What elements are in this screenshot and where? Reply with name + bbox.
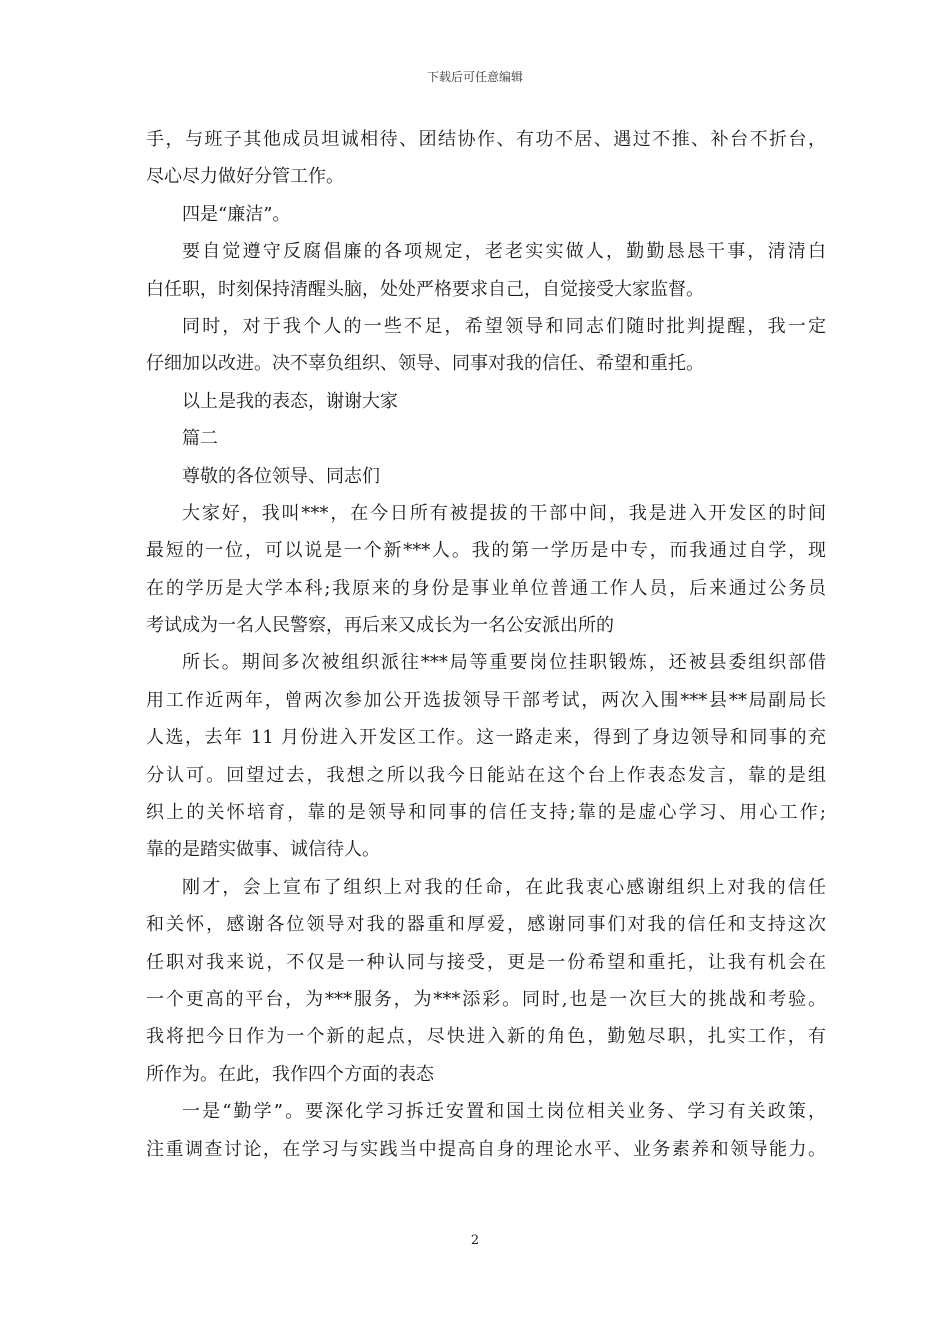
page-header: 下载后可任意编辑 [426,70,523,84]
text-line: 最短的一位，可以说是一个新***人。我的第一学历是中专，而我通过自学，现 [146,540,826,562]
text-line: 我将把今日作为一个新的起点，尽快进入新的角色，勤勉尽职，扎实工作，有 [146,1026,826,1048]
document-body [146,121,826,1168]
text-line: 人选，去年 11 月份进入开发区工作。这一路走来，得到了身边领导和同事的充 [146,727,826,749]
text-line: 注重调查讨论，在学习与实践当中提高自身的理论水平、业务素养和领导能力。 [146,1138,826,1160]
text-line: 尽心尽力做好分管工作。 [146,166,344,188]
text-line: 手，与班子其他成员坦诚相待、团结协作、有功不居、遇过不推、补台不折台， [146,129,826,150]
text-line: 四是“廉洁”。 [182,203,291,225]
text-line: 织上的关怀培育，靠的是领导和同事的信任支持;靠的是虚心学习、用心工作; [146,802,826,824]
text-line: 在的学历是大学本科;我原来的身份是事业单位普通工作人员，后来通过公务员 [146,577,826,599]
text-line: 要自觉遵守反腐倡廉的各项规定，老老实实做人，勤勤恳恳干事，清清白 [182,241,826,263]
text-line: 白任职，时刻保持清醒头脑，处处严格要求自己，自觉接受大家监督。 [146,278,704,300]
text-line: 尊敬的各位领导、同志们 [182,465,380,487]
text-line: 一是“勤学”。要深化学习拆迁安置和国土岗位相关业务、学习有关政策， [182,1101,826,1123]
text-line: 任职对我来说，不仅是一种认同与接受，更是一份希望和重托，让我有机会在 [146,951,826,973]
text-line: 和关怀，感谢各位领导对我的器重和厚爱，感谢同事们对我的信任和支持这次 [146,914,826,936]
text-line: 考试成为一名人民警察，再后来又成长为一名公安派出所的 [146,615,614,637]
text-line: 用工作近两年，曾两次参加公开选拔领导干部考试，两次入围***县**局副局长 [146,689,826,711]
text-line: 仔细加以改进。决不辜负组织、领导、同事对我的信任、希望和重托。 [146,353,704,375]
text-line: 一个更高的平台，为***服务，为***添彩。同时,也是一次巨大的挑战和考验。 [146,988,826,1010]
text-line: 所作为。在此，我作四个方面的表态 [146,1063,434,1085]
text-line: 篇二 [182,428,218,450]
text-line: 分认可。回望过去，我想之所以我今日能站在这个台上作表态发言，靠的是组 [146,764,826,786]
text-line: 刚才，会上宣布了组织上对我的任命，在此我衷心感谢组织上对我的信任 [182,876,826,898]
text-line: 大家好，我叫***，在今日所有被提拔的干部中间，我是进入开发区的时间 [182,502,826,524]
text-line: 以上是我的表态，谢谢大家 [182,390,398,412]
page-number: 2 [470,1233,480,1248]
text-line: 同时，对于我个人的一些不足，希望领导和同志们随时批判提醒，我一定 [182,315,826,337]
text-line: 靠的是踏实做事、诚信待人。 [146,839,380,861]
text-line: 所长。期间多次被组织派往***局等重要岗位挂职锻炼，还被县委组织部借 [182,652,826,674]
